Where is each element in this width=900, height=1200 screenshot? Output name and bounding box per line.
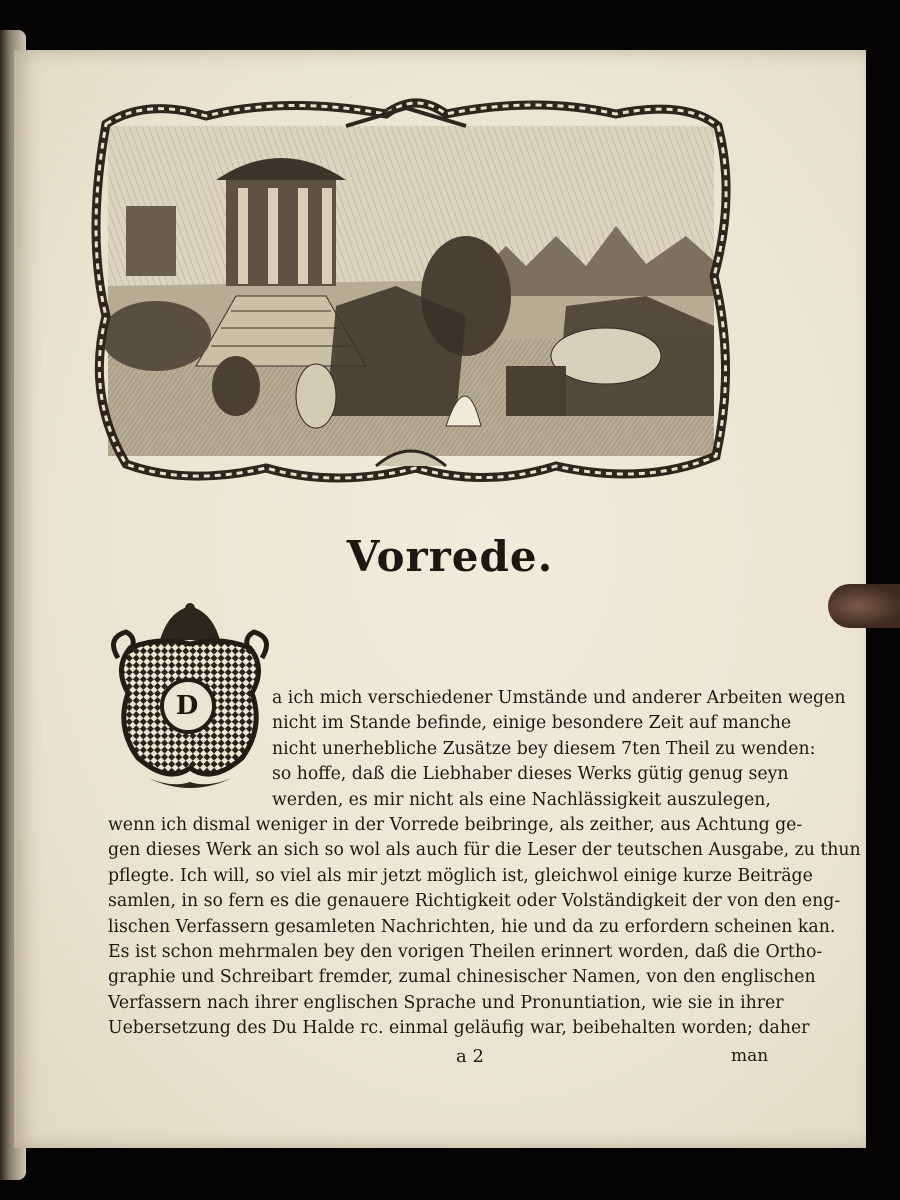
bookmark-ribbon xyxy=(828,584,900,628)
text-line: gen dieses Werk an sich so wol als auch für die Leser der teutschen Ausgabe, zu thun xyxy=(108,840,861,861)
text-line: Verfassern nach ihrer englischen Sprache und Pronuntiation, wie sie in ihrer xyxy=(108,992,784,1013)
text-line: graphie und Schreibart fremder, zumal chinesischer Namen, von den englischen xyxy=(108,967,816,988)
initial-letter: D xyxy=(175,691,199,721)
text-line: Es ist schon mehrmalen bey den vorigen Theilen erinnert worden, daß die Ortho- xyxy=(108,942,823,962)
engraved-scene-icon xyxy=(86,96,736,486)
text-line: lischen Verfassern gesamleten Nachrichten, hie und da zu erfordern scheinen kan. xyxy=(108,916,836,937)
engraved-illustration xyxy=(86,96,736,486)
signature-mark: a 2 xyxy=(456,1046,484,1068)
page-heading: Vorrede. xyxy=(346,532,554,581)
catchword: man xyxy=(731,1046,769,1067)
text-line: a ich mich verschiedener Umstände und anderer Arbeiten wegen xyxy=(272,688,846,708)
text-line: so hoffe, daß die Liebhaber dieses Werks gütig genug seyn xyxy=(272,764,789,785)
text-line: wenn ich dismal weniger in der Vorrede beibringe, als zeither, aus Achtung ge- xyxy=(108,815,803,835)
text-line: nicht im Stande befinde, einige besondere Zeit auf manche xyxy=(272,713,792,734)
text-line: werden, es mir nicht als eine Nachlässigkeit auszulegen, xyxy=(272,789,771,810)
text-line: nicht unerhebliche Zusätze bey diesem 7ten Theil zu wenden: xyxy=(272,738,816,759)
text-line: samlen, in so fern es die genauere Richtigkeit oder Volständigkeit der von den eng- xyxy=(108,891,841,912)
text-line: pflegte. Ich will, so viel als mir jetzt möglich ist, gleichwol einige kurze Beiträge xyxy=(108,865,813,886)
text-line: Uebersetzung des Du Halde rc. einmal geläufig war, beibehalten worden; daher xyxy=(108,1018,810,1039)
